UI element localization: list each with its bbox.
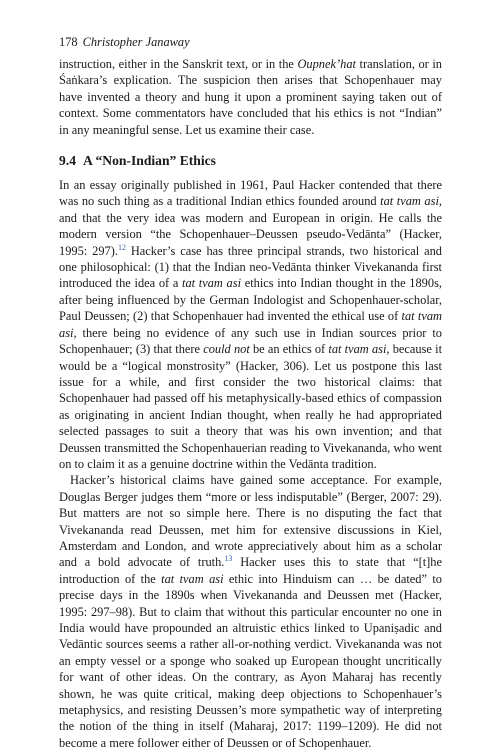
running-header <box>59 34 442 50</box>
section-heading <box>59 152 442 169</box>
italic-term: could not <box>203 342 250 357</box>
text-run: Hacker uses this to state that “[t]he introduction of the <box>59 555 442 586</box>
footnote-ref-12[interactable]: 12 <box>117 242 126 252</box>
text-run: , there being no evidence of any such use in Indian sources prior to Schopenhauer; (3) that there <box>59 325 442 357</box>
text-run: ethic into Hinduism can … be dated” to precise days in the 1890s when Vivekananda and Deussen met (Hacker, 1995: 297–98). But to claim that without this particular encounter no one in India would have propounded an altruistic ethics linked to Upaniṣadic and Vedāntic sources seems a rather all-or-nothing verdict. Vivekananda was not an empty vessel or a sponge who soaked up European thought uncritically for want of other ideas. On the contrary, as Ayon Maharaj has recently shown, he was quite critical, making deep objections to Schopenhauer’s metaphysics, and resisting Deussen’s more sympathetic way of interpreting the notion of the thing in itself (Maharaj, 2017: 1199–1209). He did not become a mere follower either of Deussen or of Schopenhauer. <box>59 571 442 750</box>
intro-paragraph <box>59 56 442 138</box>
text-run: , because it would be a “logical monstrosity” (Hacker, 306). Let us postpone this last issue for a while, and first consider the two historical claims: that Schopenhauer had passed off his metaphysically-based ethics of compassion as originating in ancient Indian thought, when really he had appropriated selected passages to suit a theory that was his own invention; and that Deussen transmitted the Schopenhauerian reading to Vivekananda, who went on to claim it as a genuine doctrine within the Vedānta tradition. <box>59 342 443 471</box>
page-number: 178 <box>59 35 78 49</box>
text-run: translation, or in Śaṅkara’s explication. The suspicion then arises that Schopenhauer may have invented a theory and hung it upon a prominent saying taken out of context. Some commentators have concluded that his ethics is not “Indian” in any meaningful sense. Let us examine their case. <box>59 57 442 137</box>
italic-term: tat tvam asi <box>328 342 387 357</box>
text-run: , and that the very idea was modern and European in origin. He calls the modern version “the Schopenhauer–Deussen pseudo-Vedānta” (Hacker, 1995: 297). <box>59 194 442 258</box>
text-run: ethics into Indian thought in the 1890s, after being influenced by the German Indologist and Schopenhauer-scholar, Paul Deussen; (2) that Schopenhauer had invented the ethical use of <box>59 276 442 324</box>
italic-term: tat tvam asi <box>161 571 224 586</box>
section-title: A “Non-Indian” Ethics <box>83 153 216 169</box>
text-run: Hacker’s historical claims have gained some acceptance. For example, Douglas Berger judges them “more or less indisputable” (Berger, 2007: 29). But matters are not so simple here. There is no disputing the fact that Vivekananda read Deussen, met him for extensive discussions in Kiel, Amsterdam and London, and wrote appreciatively about him as a scholar and a bold advocate of truth. <box>59 473 442 570</box>
text-run: be an ethics of <box>249 342 329 357</box>
italic-term: Oupnek’hat <box>297 57 356 71</box>
section-number: 9.4 <box>59 153 76 169</box>
body-paragraph-1 <box>59 177 442 472</box>
italic-term: tat tvam asi <box>380 194 439 209</box>
italic-term: tat tvam asi <box>59 309 442 340</box>
book-page <box>59 34 442 751</box>
text-run: instruction, either in the Sanskrit text, or in the <box>59 57 298 71</box>
italic-term: tat tvam asi <box>182 276 242 291</box>
footnote-ref-13[interactable]: 13 <box>224 554 233 564</box>
running-author: Christopher Janaway <box>82 35 190 49</box>
text-run: In an essay originally published in 1961, Paul Hacker contended that there was no such thing as a traditional Indian ethics founded around <box>59 178 442 209</box>
body-paragraph-2 <box>59 472 442 751</box>
text-run: Hacker’s case has three principal strands, two historical and one philosophical: (1) that the Indian neo-Vedānta thinker Vivekananda first introduced the idea of a <box>59 243 442 291</box>
